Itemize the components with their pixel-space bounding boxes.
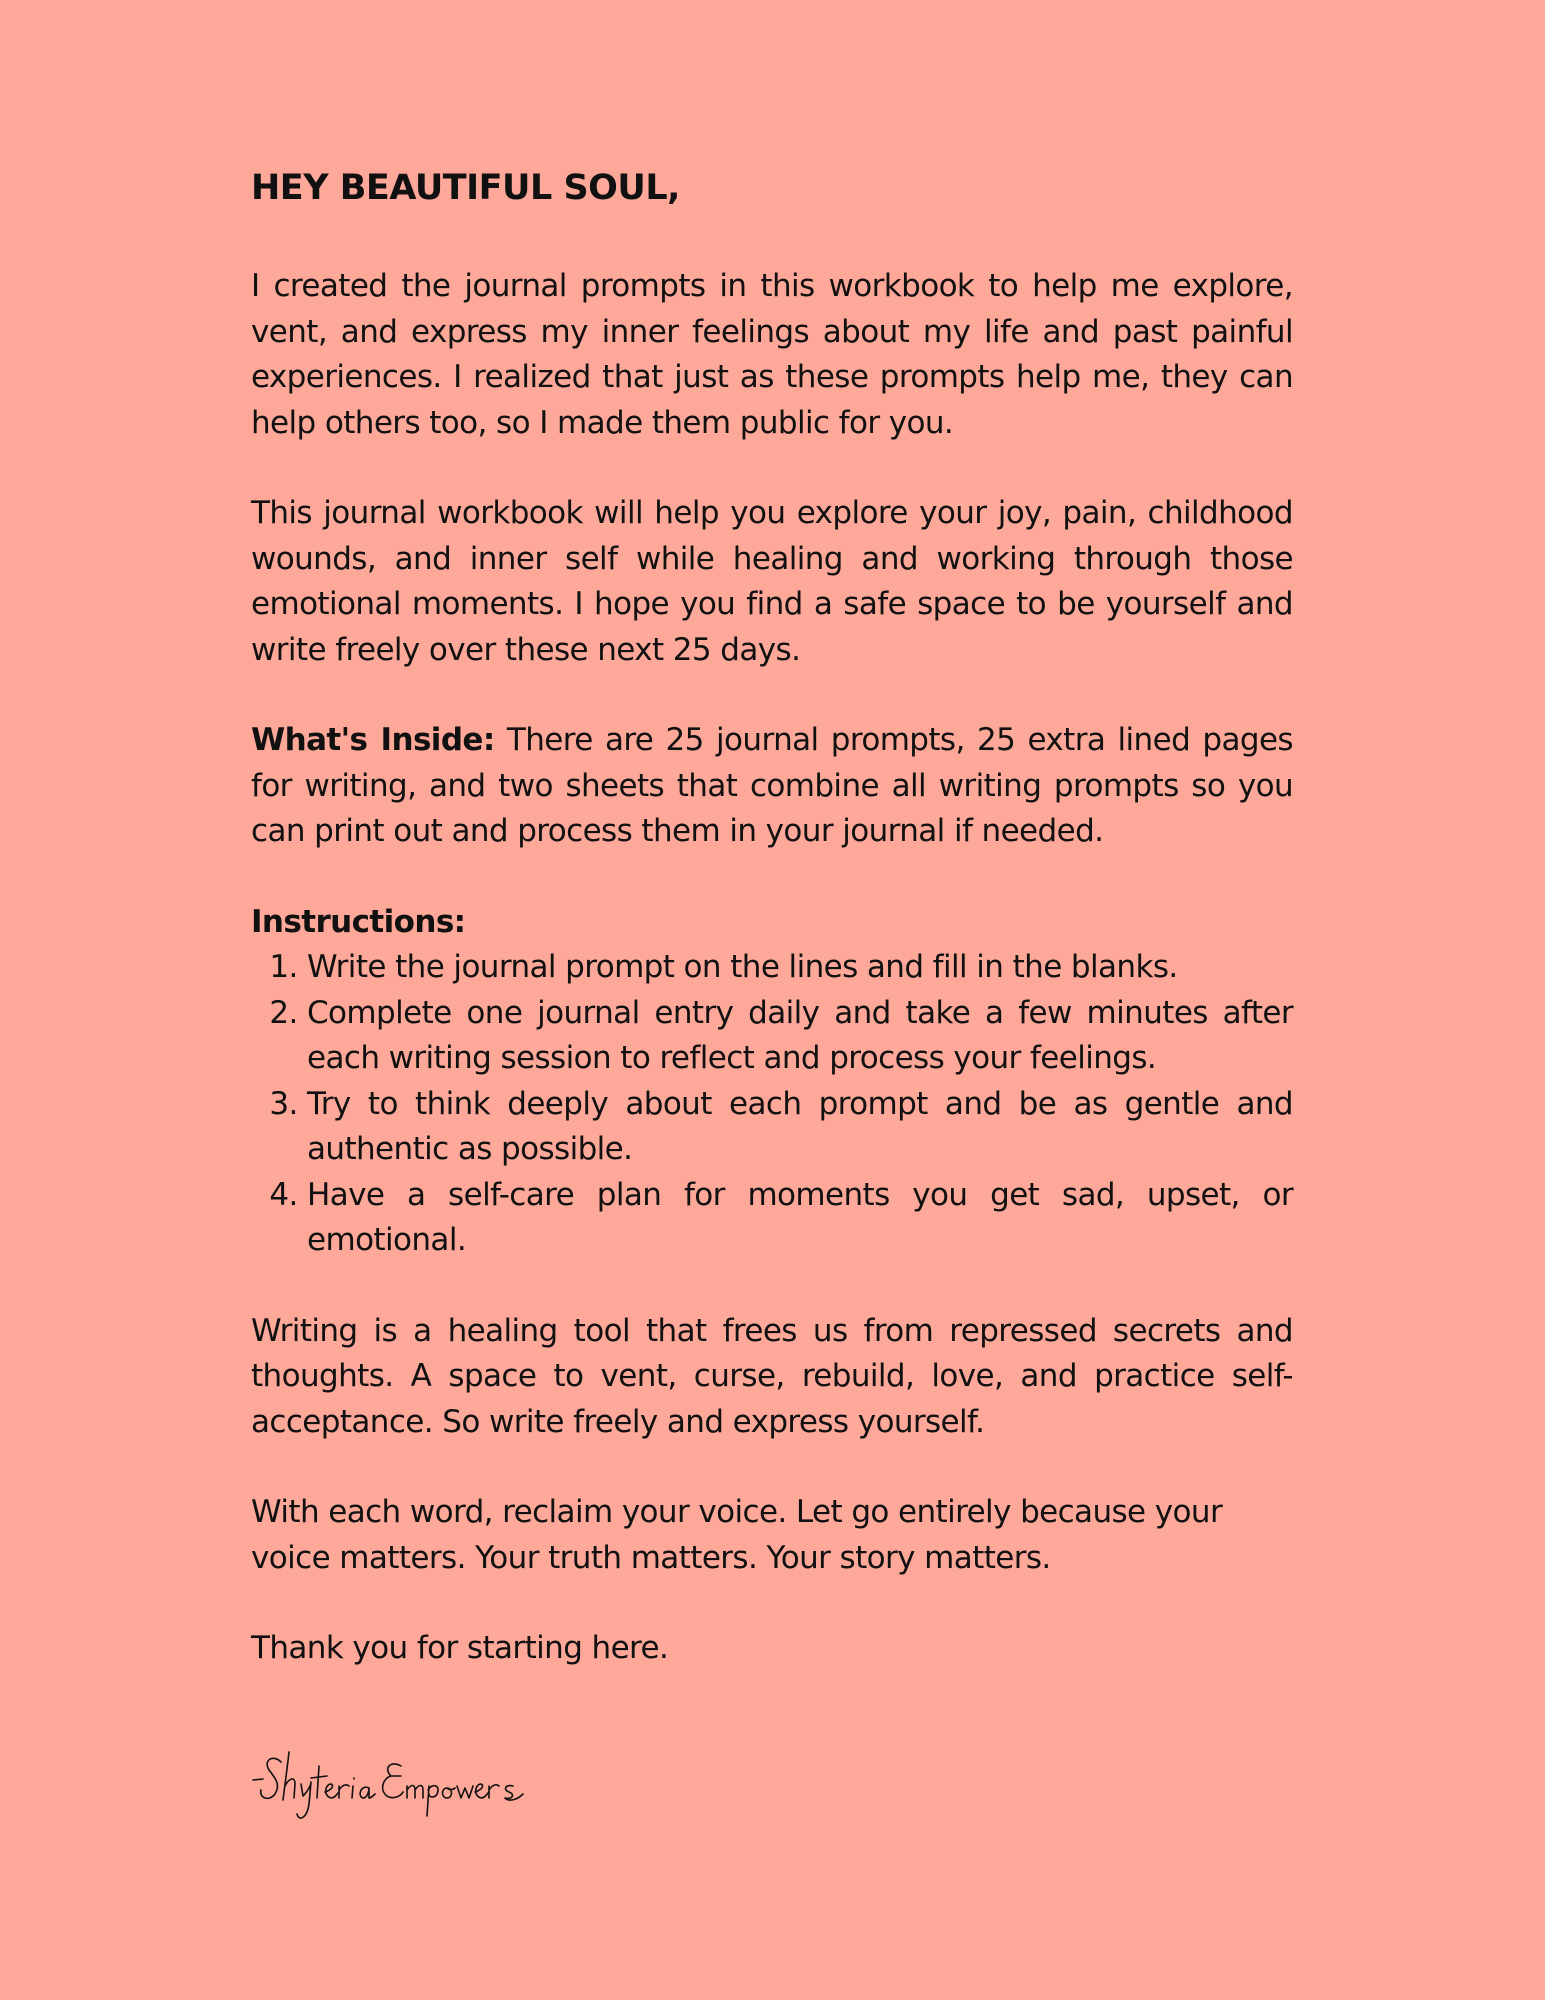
instruction-item: 1. Write the journal prompt on the lines and fill in the blanks.: [307, 945, 1293, 991]
whats-inside-label: What's Inside:: [251, 722, 495, 758]
voice-paragraph: With each word, reclaim your voice. Let go entirely because your voice matters. Your truth matters. Your story matters.: [251, 1494, 1223, 1576]
instructions-title: Instructions:: [251, 903, 466, 940]
instructions-list: [251, 945, 1293, 1264]
instruction-item: 4. Have a self-care plan for moments you get sad, upset, or emotional.: [307, 1173, 1293, 1264]
instruction-item: 2. Complete one journal entry daily and take a few minutes after each writing session to reflect and process your feelings.: [307, 991, 1293, 1082]
purpose-paragraph: This journal workbook will help you explore your joy, pain, childhood wounds, and inner self while healing and working through those emotional moments. I hope you find a safe space to be yourself and write freely over these next 25 days.: [251, 495, 1293, 668]
greeting-heading: HEY BEAUTIFUL SOUL,: [251, 168, 680, 208]
thank-you-paragraph: Thank you for starting here.: [251, 1630, 669, 1666]
handwritten-signature: [251, 1740, 531, 1830]
intro-paragraph: I created the journal prompts in this workbook to help me explore, vent, and express my inner feelings about my life and past painful experiences. I realized that just as these prompts help me, they can help others too, so I made them public for you.: [251, 268, 1293, 441]
healing-paragraph: Writing is a healing tool that frees us from repressed secrets and thoughts. A space to vent, curse, rebuild, love, and practice self-acceptance. So write freely and express yourself.: [251, 1312, 1293, 1440]
letter-body: [251, 164, 1293, 1717]
instruction-item: 3. Try to think deeply about each prompt and be as gentle and authentic as possible.: [307, 1082, 1293, 1173]
whats-inside-paragraph: [251, 718, 1293, 855]
whats-inside-text: There are 25 journal prompts, 25 extra lined pages for writing, and two sheets that combine all writing prompts so you can print out and process them in your journal if needed.: [251, 722, 1293, 849]
